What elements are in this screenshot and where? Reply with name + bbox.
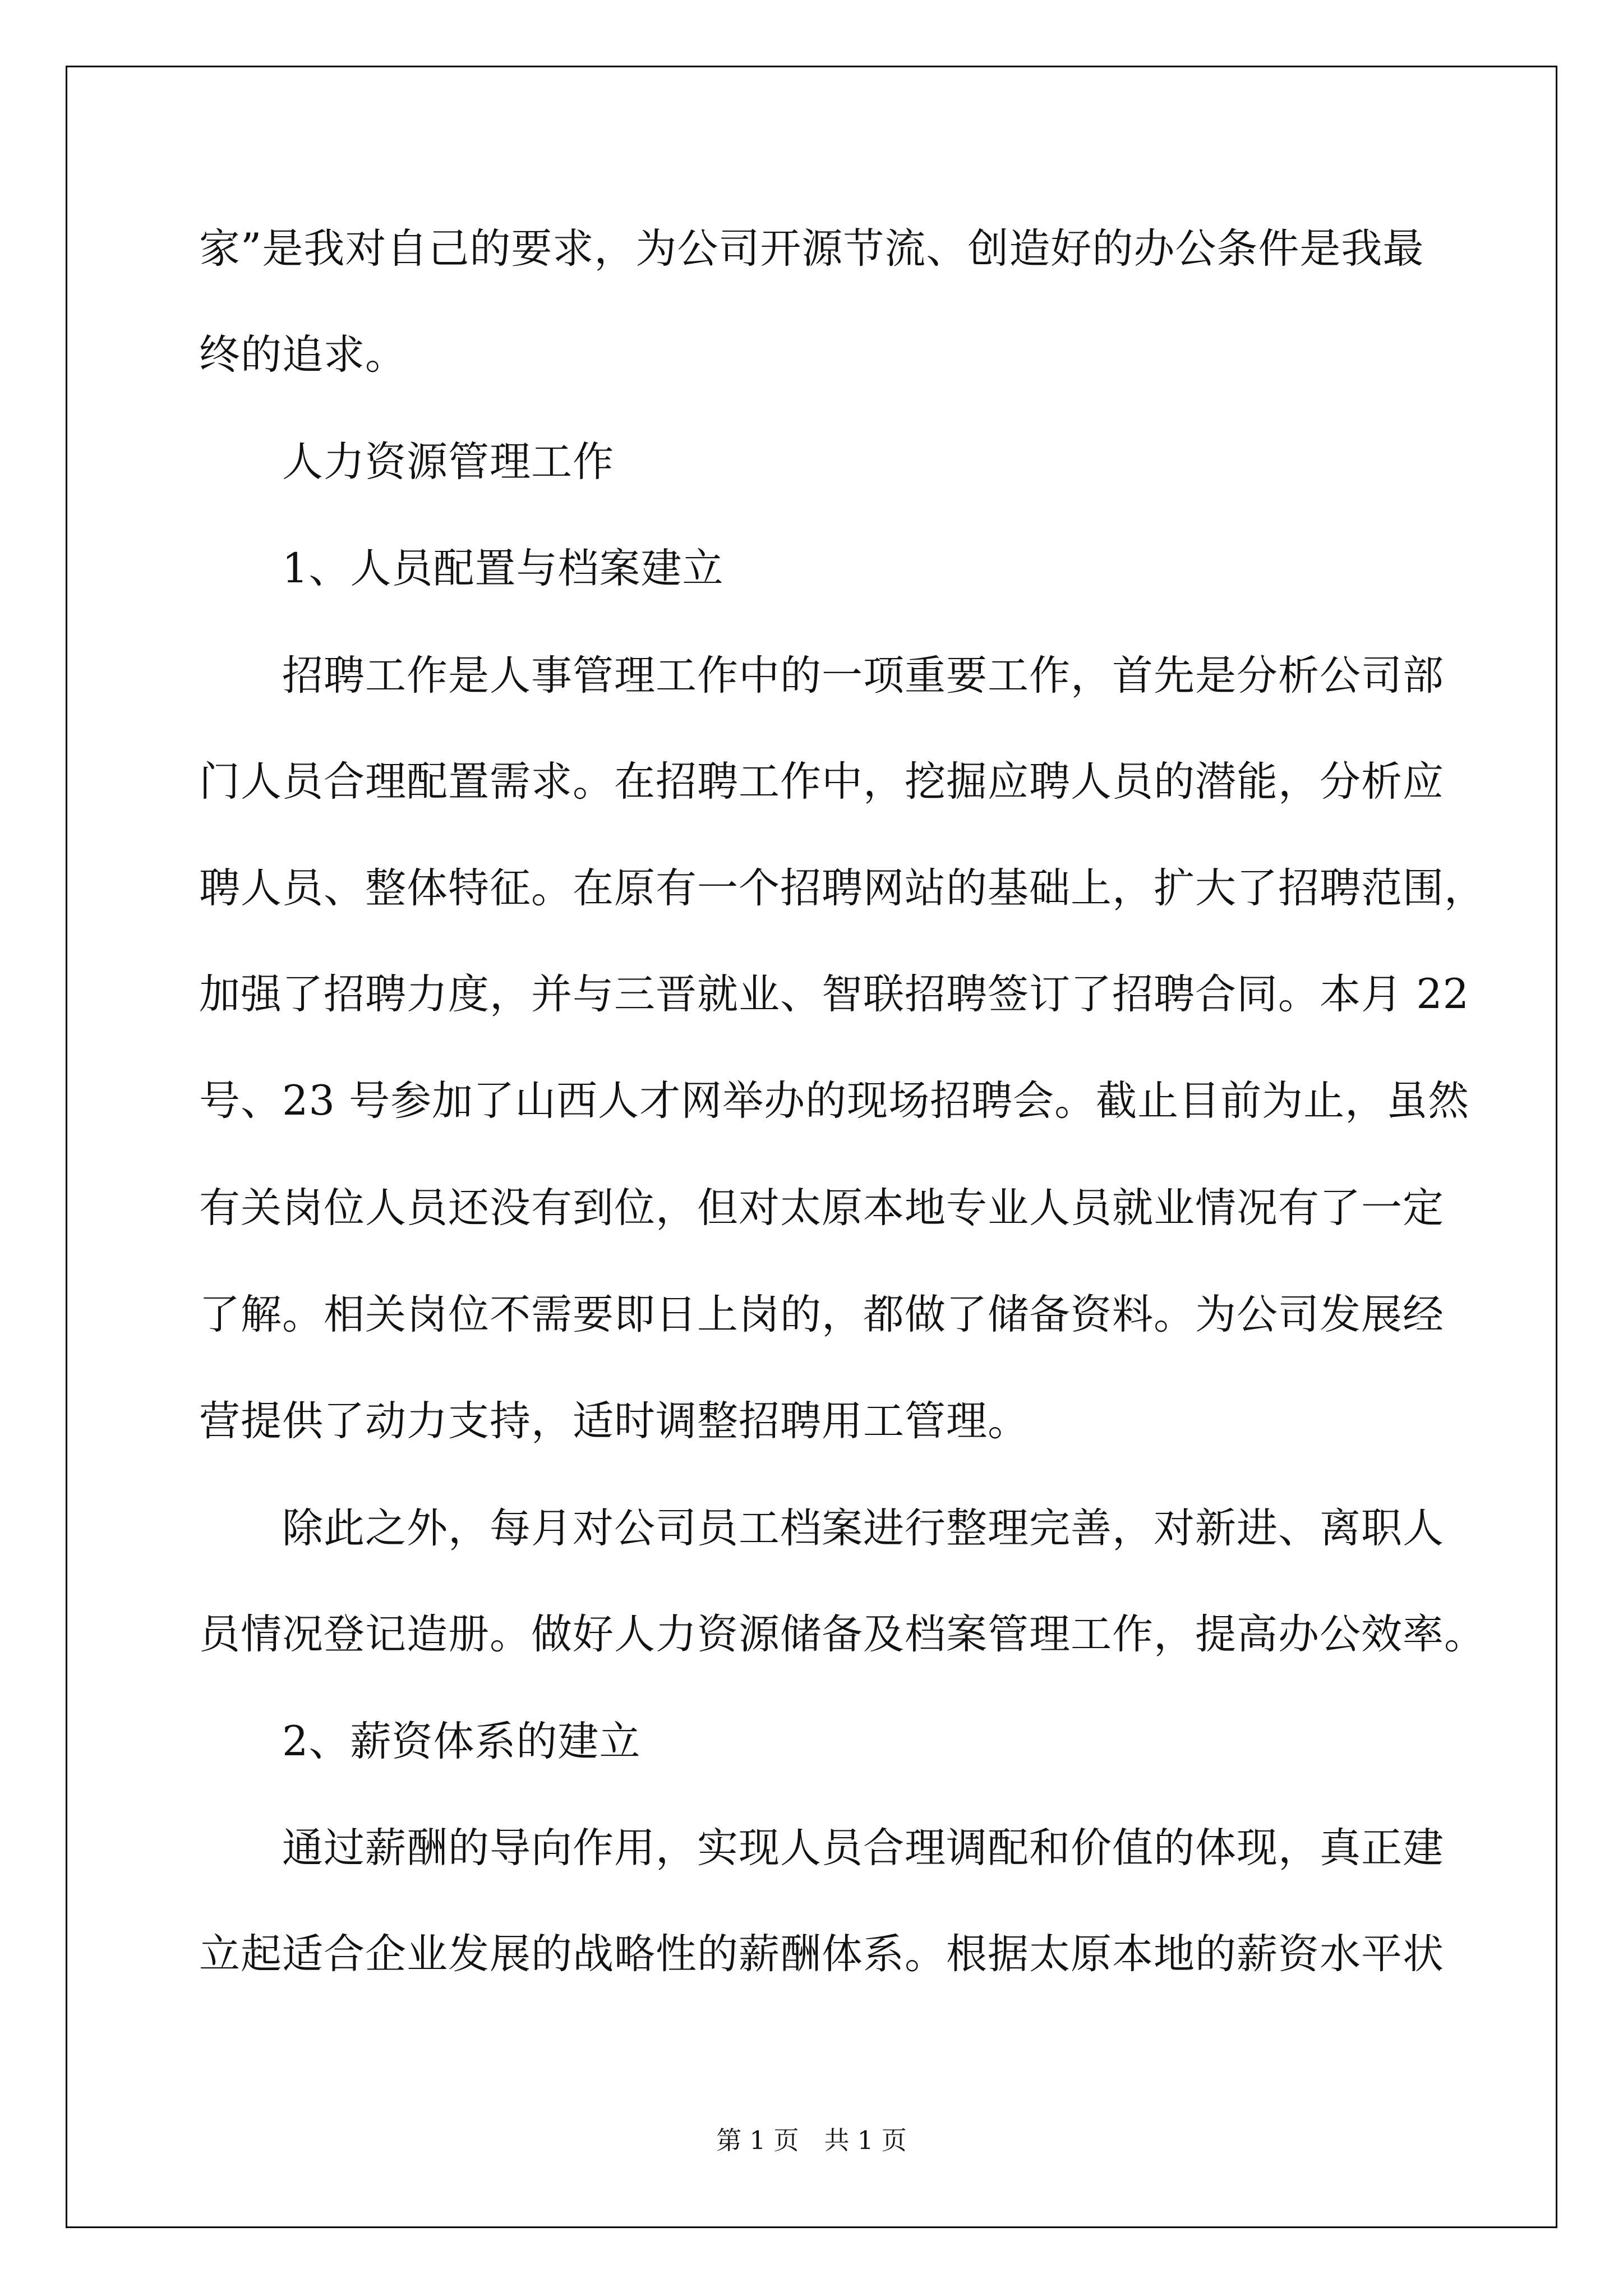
- subsection-heading: 2、薪资体系的建立: [282, 1718, 641, 1765]
- text-line: 招聘工作是人事管理工作中的一项重要工作，首先是分析公司部: [282, 652, 1444, 700]
- subsection-heading: 1、人员配置与档案建立: [282, 545, 724, 592]
- text-line: 营提供了动力支持，适时调整招聘用工管理。: [199, 1397, 1029, 1445]
- text-line: 号、23 号参加了山西人才网举办的现场招聘会。截止目前为止，虽然: [199, 1077, 1470, 1125]
- text-line: 了解。相关岗位不需要即日上岗的，都做了储备资料。为公司发展经: [199, 1291, 1444, 1338]
- text-line: 通过薪酬的导向作用，实现人员合理调配和价值的体现，真正建: [282, 1824, 1444, 1872]
- text-line: 终的追求。: [199, 331, 407, 379]
- page-border: [66, 66, 1557, 2228]
- section-heading: 人力资源管理工作: [282, 438, 614, 486]
- text-line: 除此之外，每月对公司员工档案进行整理完善，对新进、离职人: [282, 1504, 1444, 1552]
- text-line: 门人员合理配置需求。在招聘工作中，挖掘应聘人员的潜能，分析应: [199, 758, 1444, 806]
- text-line: 有关岗位人员还没有到位，但对太原本地专业人员就业情况有了一定: [199, 1184, 1444, 1232]
- text-line: 员情况登记造册。做好人力资源储备及档案管理工作，提高办公效率。: [199, 1611, 1486, 1658]
- text-line: 家”是我对自己的要求，为公司开源节流、创造好的办公条件是我最: [199, 225, 1424, 273]
- text-line: 聘人员、整体特征。在原有一个招聘网站的基础上，扩大了招聘范围，: [199, 864, 1486, 912]
- text-line: 立起适合企业发展的战略性的薪酬体系。根据太原本地的薪资水平状: [199, 1930, 1444, 1978]
- text-line: 加强了招聘力度，并与三晋就业、智联招聘签订了招聘合同。本月 22: [199, 970, 1470, 1018]
- page-footer: 第 1 页 共 1 页: [716, 2125, 907, 2155]
